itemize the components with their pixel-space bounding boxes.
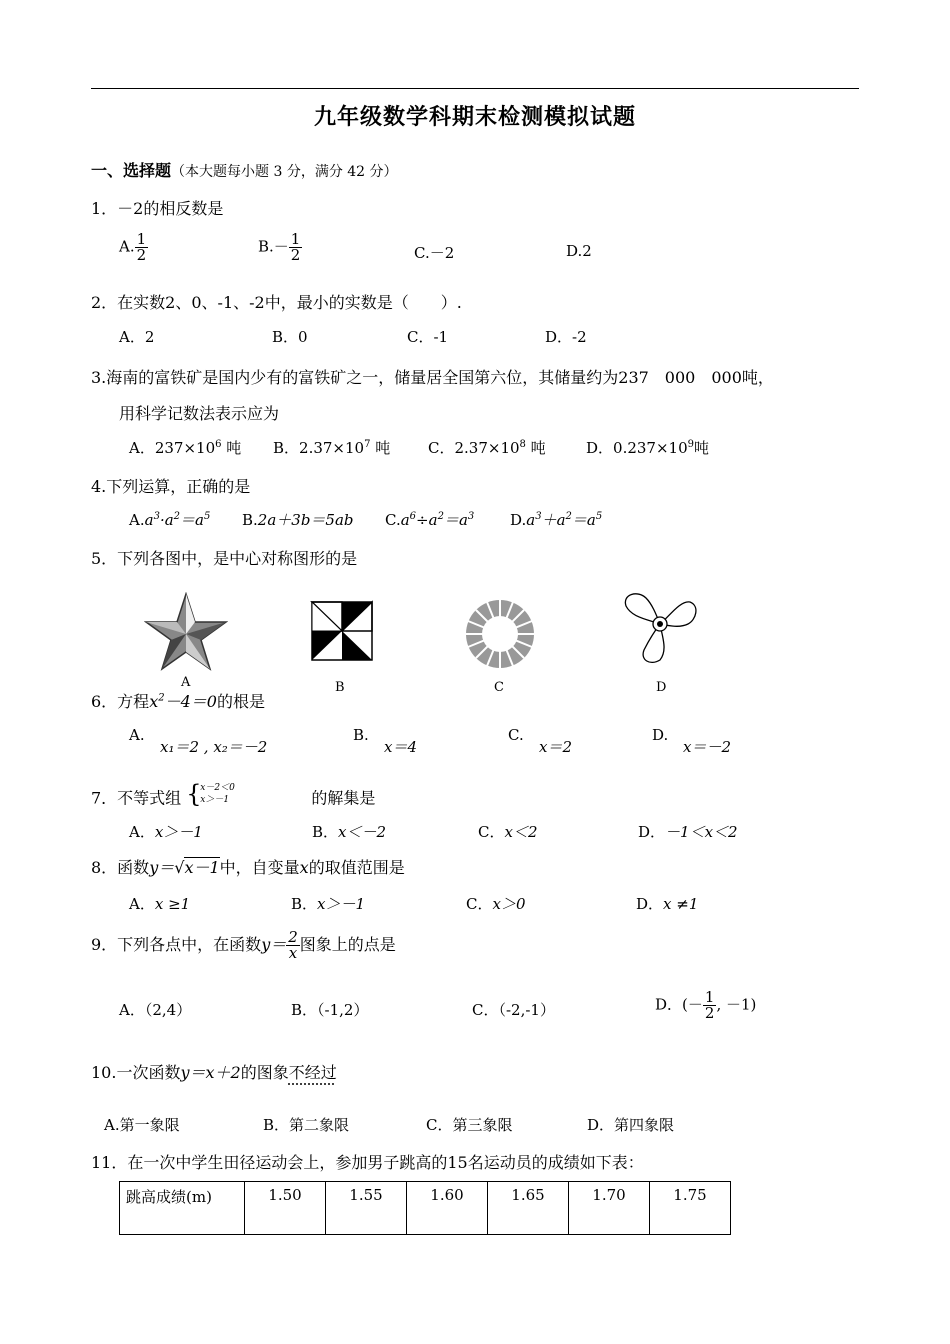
- q8-option-c[interactable]: C．x＞0: [466, 895, 526, 913]
- question-3-stem: 3.海南的富铁矿是国内少有的富铁矿之一，储量居全国第六位，其储量约为237 000 000吨，: [91, 368, 774, 387]
- question-8-stem: 8．函数y＝√x－1中，自变量x的取值范围是: [91, 858, 405, 877]
- q10-option-d[interactable]: D．第四象限: [587, 1116, 675, 1134]
- table-header-cell: 跳高成绩(m): [120, 1182, 245, 1235]
- q4-option-a[interactable]: $A.a^3\cdot a^2=a^5$: [129, 511, 211, 529]
- q4-d-expr: $a^3+a^2=a^5$: [526, 511, 603, 529]
- figure-label-c: C: [494, 680, 504, 695]
- q8-function: y＝√x－1: [149, 858, 220, 877]
- q1-option-a[interactable]: A. $\frac{1}{2}$: [119, 230, 147, 264]
- q6-option-a-label[interactable]: A.: [129, 726, 145, 744]
- question-6-stem: 6．方程$x^2-4=0$的根是: [91, 692, 265, 711]
- q8-option-b[interactable]: B．x＞－1: [291, 895, 366, 913]
- question-3-stem-line2: 用科学记数法表示应为: [119, 404, 280, 423]
- figure-label-d: D: [656, 680, 667, 695]
- sunburst-figure[interactable]: [464, 598, 536, 670]
- q4-option-c[interactable]: $C.a^6\div a^2=a^3$: [385, 511, 475, 529]
- q1-option-b[interactable]: B.－ $\frac{1}{2}$: [258, 230, 301, 264]
- q10-option-c[interactable]: C．第三象限: [426, 1116, 513, 1134]
- q3-option-a[interactable]: A．$237\times 10^6$ 吨: [129, 439, 242, 457]
- figure-label-a: A: [181, 675, 191, 690]
- q6-option-d[interactable]: x＝－2: [683, 738, 732, 756]
- inequality-system: { x－2＜0 x＞－1: [186, 780, 235, 808]
- question-4-stem: 4.下列运算，正确的是: [91, 477, 251, 496]
- high-jump-table: [119, 1181, 731, 1235]
- q6-option-b-label[interactable]: B.: [353, 726, 369, 744]
- q1-option-c[interactable]: C.－2: [414, 244, 455, 262]
- q10-option-a[interactable]: A.第一象限: [104, 1116, 180, 1134]
- q7-option-a[interactable]: A．x＞－1: [129, 823, 203, 841]
- q6-option-c-label[interactable]: C.: [508, 726, 524, 744]
- q6-option-b[interactable]: x＝4: [384, 738, 418, 756]
- question-10-stem: 10.一次函数y＝x＋2的图象不经过: [91, 1063, 337, 1082]
- q4-option-d[interactable]: $D.a^3+a^2=a^5$: [510, 511, 603, 529]
- q9-option-b[interactable]: B．（-1,2）: [291, 1001, 369, 1019]
- table-cell: 1.55: [326, 1182, 407, 1235]
- q3-option-c[interactable]: C．$2.37\times 10^8$ 吨: [428, 439, 546, 457]
- q6-option-a[interactable]: x₁＝2 , x₂＝－2: [160, 738, 268, 756]
- table-cell: 1.60: [407, 1182, 488, 1235]
- q8-option-a[interactable]: A．x ≥1: [129, 895, 191, 913]
- page-title: 九年级数学科期末检测模拟试题: [313, 105, 636, 130]
- q9-option-d[interactable]: D．(－ $\frac{1}{2}$ , －1): [655, 988, 757, 1022]
- question-11-stem: 11．在一次中学生田径运动会上，参加男子跳高的15名运动员的成绩如下表：: [91, 1153, 644, 1172]
- figure-label-b: B: [335, 680, 345, 695]
- table-row: [120, 1182, 731, 1235]
- q1-option-d[interactable]: D.2: [566, 242, 592, 260]
- q4-a-expr: $a^3\cdot a^2=a^5$: [144, 511, 211, 529]
- star-figure[interactable]: [144, 592, 228, 672]
- question-7-stem: 7．不等式组 { x－2＜0 x＞－1 的解集是: [91, 784, 375, 814]
- table-cell: 1.65: [488, 1182, 569, 1235]
- top-rule: [91, 88, 859, 89]
- q9-option-a[interactable]: A．（2,4）: [119, 1001, 192, 1019]
- q7-option-c[interactable]: C．x＜2: [478, 823, 538, 841]
- question-5-stem: 5．下列各图中，是中心对称图形的是: [91, 549, 358, 568]
- table-cell: 1.75: [650, 1182, 731, 1235]
- fan-figure[interactable]: [620, 590, 700, 666]
- q9-fraction: $\frac{2}{x}$: [288, 928, 298, 962]
- q2-option-a[interactable]: A．2: [119, 328, 155, 346]
- table-cell: 1.70: [569, 1182, 650, 1235]
- q7-option-b[interactable]: B．x＜－2: [312, 823, 387, 841]
- question-2-stem: 2．在实数2、0、-1、-2中，最小的实数是（ ）.: [91, 293, 462, 312]
- q6-equation: $x^2-4=0$: [149, 692, 217, 711]
- q2-option-b[interactable]: B．0: [272, 328, 308, 346]
- pinwheel-figure[interactable]: [310, 600, 374, 662]
- section-heading: 一、选择题（本大题每小题 3 分，满分 42 分）: [91, 161, 398, 180]
- q4-option-b[interactable]: B.2a＋3b＝5ab: [242, 511, 354, 529]
- q4-c-expr: $a^6\div a^2=a^3$: [400, 511, 475, 529]
- table-cell: 1.50: [245, 1182, 326, 1235]
- q8-option-d[interactable]: D．x ≠1: [636, 895, 699, 913]
- q3-option-d[interactable]: D．$0.237\times 10^9$吨: [586, 439, 710, 457]
- question-1-stem: 1．－2的相反数是: [91, 199, 224, 218]
- q10-option-b[interactable]: B．第二象限: [263, 1116, 350, 1134]
- q7-option-d[interactable]: D．－1＜x＜2: [638, 823, 738, 841]
- question-9-stem: 9．下列各点中，在函数y＝ $\frac{2}{x}$ 图象上的点是: [91, 928, 396, 962]
- q6-option-c[interactable]: x＝2: [539, 738, 573, 756]
- q2-option-c[interactable]: C．-1: [407, 328, 449, 346]
- q9-option-c[interactable]: C．（-2,-1）: [472, 1001, 555, 1019]
- q6-option-d-label[interactable]: D.: [652, 726, 669, 744]
- q2-option-d[interactable]: D．-2: [545, 328, 587, 346]
- q3-option-b[interactable]: B．$2.37\times 10^7$ 吨: [273, 439, 391, 457]
